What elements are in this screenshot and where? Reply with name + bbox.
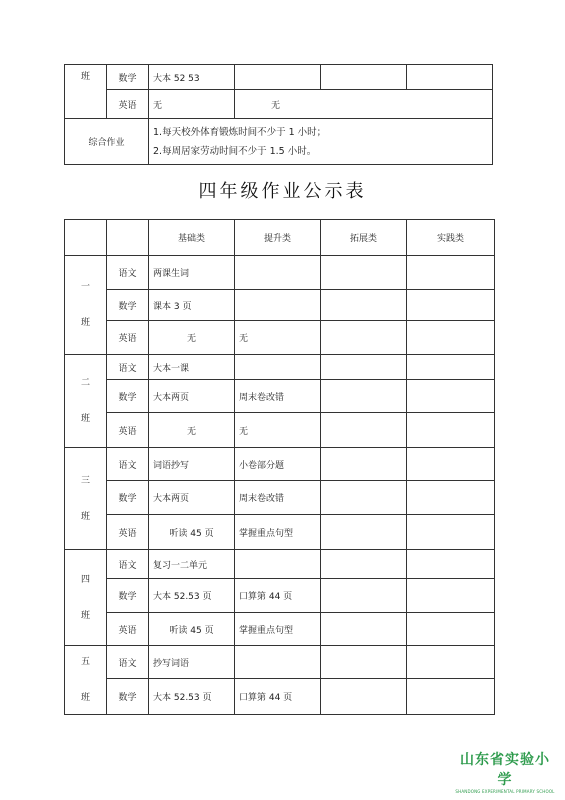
subject-cell: 数学 (107, 65, 149, 90)
practice-cell (407, 481, 495, 515)
improve-cell (235, 290, 321, 321)
header-cell (107, 220, 149, 256)
table-row (65, 90, 493, 119)
table-row (65, 579, 495, 613)
practice-cell (407, 646, 495, 679)
table-row (65, 256, 495, 290)
practice-cell (407, 613, 495, 646)
class-label: 三 班 (65, 448, 107, 550)
extend-cell (321, 613, 407, 646)
basic-cell: 大本 52.53 页 (149, 579, 235, 613)
basic-cell: 大本一课 (149, 355, 235, 380)
improve-cell: 周末卷改错 (235, 380, 321, 413)
school-logo (455, 749, 555, 794)
improve-cell: 掌握重点句型 (235, 515, 321, 550)
school-logo-name: 山东省实验小学 (460, 752, 550, 788)
table-row (65, 448, 495, 481)
extend-cell (321, 515, 407, 550)
improve-cell: 无 (235, 90, 493, 119)
extend-cell (321, 646, 407, 679)
comprehensive-content (149, 119, 493, 165)
practice-cell (407, 355, 495, 380)
improve-cell: 周末卷改错 (235, 481, 321, 515)
practice-cell (407, 579, 495, 613)
subject-cell: 数学 (107, 380, 149, 413)
table-row (65, 550, 495, 579)
extend-cell (321, 256, 407, 290)
practice-cell (407, 679, 495, 715)
practice-cell (407, 321, 495, 355)
basic-cell: 无 (149, 413, 235, 448)
table-row (65, 290, 495, 321)
basic-cell: 大本两页 (149, 481, 235, 515)
basic-cell: 大本两页 (149, 380, 235, 413)
basic-cell: 听读 45 页 (149, 515, 235, 550)
basic-cell: 抄写词语 (149, 646, 235, 679)
basic-cell: 大本 52.53 页 (149, 679, 235, 715)
page-title: 四年级作业公示表 (198, 181, 367, 202)
basic-cell: 听读 45 页 (149, 613, 235, 646)
class-label: 二 班 (65, 355, 107, 448)
class-label: 五 班 (65, 646, 107, 715)
extend-cell (321, 679, 407, 715)
table-row (65, 481, 495, 515)
basic-cell: 两课生词 (149, 256, 235, 290)
table-row (65, 413, 495, 448)
header-basic: 基础类 (149, 220, 235, 256)
top-partial-table (64, 64, 493, 165)
comprehensive-row (65, 119, 493, 165)
homework-table (64, 219, 495, 715)
class-label: 一 班 (65, 256, 107, 355)
extend-cell (321, 355, 407, 380)
improve-cell (235, 65, 321, 90)
subject-cell: 英语 (107, 321, 149, 355)
subject-cell: 英语 (107, 413, 149, 448)
improve-cell: 掌握重点句型 (235, 613, 321, 646)
header-practice: 实践类 (407, 220, 495, 256)
subject-cell: 数学 (107, 481, 149, 515)
practice-cell (407, 290, 495, 321)
table-row (65, 646, 495, 679)
header-cell (65, 220, 107, 256)
comprehensive-line: 1.每天校外体育锻炼时间不少于 1 小时； (153, 126, 327, 138)
practice-cell (407, 413, 495, 448)
table-row (65, 613, 495, 646)
practice-cell (407, 65, 493, 90)
practice-cell (407, 550, 495, 579)
school-logo-english: SHANDONG EXPERIMENTAL PRIMARY SCHOOL (455, 789, 555, 794)
table-row (65, 321, 495, 355)
class-label: 班 (65, 65, 107, 119)
table-row (65, 380, 495, 413)
improve-cell: 口算第 44 页 (235, 679, 321, 715)
table-row (65, 515, 495, 550)
subject-cell: 语文 (107, 448, 149, 481)
basic-cell: 无 (149, 321, 235, 355)
improve-cell: 口算第 44 页 (235, 579, 321, 613)
header-improve: 提升类 (235, 220, 321, 256)
subject-cell: 英语 (107, 90, 149, 119)
extend-cell (321, 321, 407, 355)
basic-cell: 复习一二单元 (149, 550, 235, 579)
practice-cell (407, 515, 495, 550)
extend-cell (321, 380, 407, 413)
subject-cell: 英语 (107, 515, 149, 550)
subject-cell: 语文 (107, 355, 149, 380)
practice-cell (407, 448, 495, 481)
subject-cell: 语文 (107, 550, 149, 579)
subject-cell: 语文 (107, 646, 149, 679)
extend-cell (321, 413, 407, 448)
subject-cell: 数学 (107, 679, 149, 715)
practice-cell (407, 380, 495, 413)
improve-cell: 无 (235, 321, 321, 355)
improve-cell (235, 646, 321, 679)
basic-cell: 无 (149, 90, 235, 119)
class-label: 四 班 (65, 550, 107, 646)
subject-cell: 英语 (107, 613, 149, 646)
header-row (65, 220, 495, 256)
header-extend: 拓展类 (321, 220, 407, 256)
extend-cell (321, 550, 407, 579)
extend-cell (321, 65, 407, 90)
extend-cell (321, 481, 407, 515)
improve-cell (235, 355, 321, 380)
comprehensive-line: 2.每周居家劳动时间不少于 1.5 小时。 (153, 145, 317, 157)
table-row (65, 679, 495, 715)
extend-cell (321, 579, 407, 613)
extend-cell (321, 290, 407, 321)
improve-cell: 无 (235, 413, 321, 448)
subject-cell: 数学 (107, 290, 149, 321)
table-row (65, 355, 495, 380)
improve-cell (235, 550, 321, 579)
extend-cell (321, 448, 407, 481)
basic-cell: 大本 52 53 (149, 65, 235, 90)
improve-cell (235, 256, 321, 290)
subject-cell: 语文 (107, 256, 149, 290)
subject-cell: 数学 (107, 579, 149, 613)
basic-cell: 词语抄写 (149, 448, 235, 481)
improve-cell: 小卷部分题 (235, 448, 321, 481)
practice-cell (407, 256, 495, 290)
comprehensive-label: 综合作业 (65, 119, 149, 165)
table-row (65, 65, 493, 90)
basic-cell: 课本 3 页 (149, 290, 235, 321)
